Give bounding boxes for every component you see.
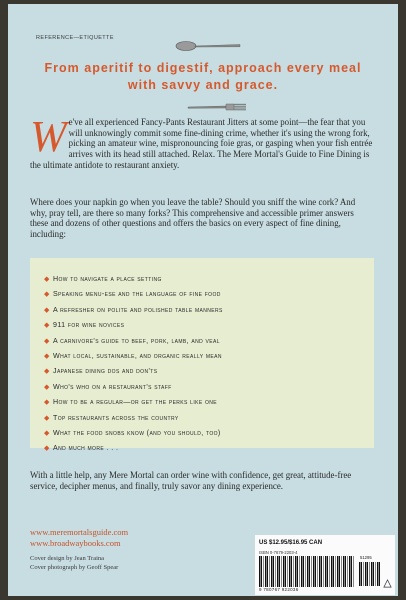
list-item-text: Speaking menu-ese and the language of fine food — [53, 290, 221, 299]
list-item — [44, 411, 374, 426]
list-item-text: How to navigate a place setting — [53, 275, 162, 283]
price-label: US $12.95/$16.95 CAN — [259, 540, 323, 546]
intro-text: e've all experienced Fancy-Pants Restaurant Jitters at some point—the fear that you will unknowingly commit some fine-dining crime, whether it's using the wrong fork, picking an amateur wine, mispronouncing foie gras, or gasping when your fish entrée arrives with its head still attached. Relax. The Mere Mortal's Guide to Fine Dining is the ultimate antidote to restaurant anxiety. — [30, 117, 373, 170]
diamond-bullet-icon: ◆ — [44, 306, 50, 314]
list-item-text: A refresher on polite and polished table manners — [53, 305, 223, 314]
diamond-bullet-icon: ◆ — [44, 430, 50, 438]
diamond-bullet-icon: ◆ — [44, 368, 50, 376]
drop-cap: W — [30, 112, 67, 161]
list-item-text: Japanese dining dos and don'ts — [53, 367, 158, 376]
list-item-text: 911 for wine novices — [53, 321, 125, 330]
list-item-text: A carnivore's guide to beef, pork, lamb, and veal — [53, 336, 220, 345]
list-item — [44, 303, 374, 318]
credit-line: Cover photograph by Geoff Spear — [30, 563, 119, 571]
barcode-addon-graphic — [359, 562, 381, 586]
list-item-text: What local, sustainable, and organic really mean — [53, 352, 222, 361]
diamond-bullet-icon: ◆ — [44, 291, 50, 299]
list-item-text: What the food snobs know (and you should, too) — [53, 429, 221, 438]
feature-list — [30, 258, 374, 457]
spoon-icon — [174, 40, 244, 54]
website-link[interactable]: www.meremortalsguide.com — [30, 527, 129, 537]
website-links — [30, 527, 128, 549]
list-item-text: Top restaurants across the country — [53, 413, 179, 422]
list-item-text: How to be a regular—or get the perks like one — [53, 398, 217, 407]
diamond-bullet-icon: ◆ — [44, 383, 50, 391]
list-item — [44, 334, 374, 349]
list-item — [44, 349, 374, 364]
feature-list-box — [30, 258, 374, 453]
category-label: REFERENCE—ETIQUETTE — [36, 35, 114, 41]
barcode-panel — [255, 535, 395, 595]
ean-number: 9 780767 922036 — [259, 587, 299, 592]
fork-icon — [186, 101, 248, 113]
diamond-bullet-icon: ◆ — [44, 353, 50, 361]
list-item — [44, 272, 374, 287]
back-cover — [8, 4, 398, 596]
list-item — [44, 287, 374, 302]
headline: From aperitif to digestif, approach every meal with savvy and grace. — [44, 61, 362, 92]
diamond-bullet-icon: ◆ — [44, 445, 50, 453]
credit-line: Cover design by Jean Traina — [30, 555, 105, 562]
list-item — [44, 364, 374, 379]
list-item — [44, 426, 374, 441]
list-item-text: And much more . . . — [53, 444, 119, 453]
closing-paragraph: With a little help, any Mere Mortal can order wine with confidence, get great, attitude-free service, decipher menus, and finally, truly savor any dining experience. — [30, 470, 352, 491]
barcode-graphic — [259, 556, 355, 587]
list-item — [44, 441, 374, 456]
list-item-text: Who's who on a restaurant's staff — [53, 382, 172, 391]
diamond-bullet-icon: ◆ — [44, 337, 50, 345]
list-item — [44, 395, 374, 410]
publisher-logo-icon — [383, 579, 392, 588]
list-item — [44, 318, 374, 333]
second-paragraph: Where does your napkin go when you leave the table? Should you sniff the wine cork? And why, pray tell, are there so many forks? This comprehensive and accessible primer answers these and dozens of other questions and offers the basics on every aspect of fine dining, including: — [30, 197, 356, 240]
isbn-label: ISBN 0-7679-2203-4 — [259, 550, 298, 555]
list-item — [44, 380, 374, 395]
diamond-bullet-icon: ◆ — [44, 414, 50, 422]
diamond-bullet-icon: ◆ — [44, 322, 50, 330]
cover-credits — [30, 555, 118, 572]
diamond-bullet-icon: ◆ — [44, 276, 50, 283]
barcode-addon-number: 51295 — [360, 555, 372, 560]
website-link[interactable]: www.broadwaybooks.com — [30, 538, 121, 548]
intro-paragraph — [30, 112, 374, 171]
diamond-bullet-icon: ◆ — [44, 399, 50, 407]
